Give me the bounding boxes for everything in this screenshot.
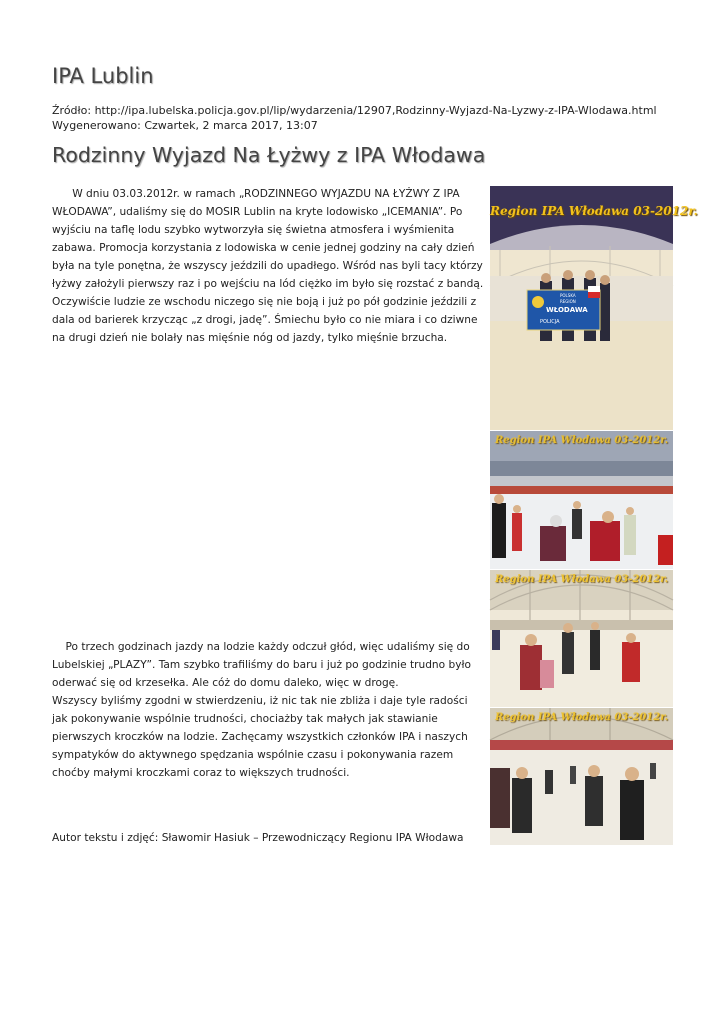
source-meta — [52, 103, 657, 133]
photo-caption: Region IPA Włodawa 03-2012r. — [494, 712, 669, 723]
banner-text-1: POLSKA — [560, 293, 576, 298]
article-title: Rodzinny Wyjazd Na Łyżwy z IPA Włodawa — [52, 143, 486, 167]
photo-skaters-1 — [490, 431, 673, 569]
photo-caption: Region IPA Włodawa 03-2012r. — [494, 435, 669, 446]
photo-skaters-3 — [490, 708, 673, 845]
article-paragraph-2: Po trzech godzinach jazdy na lodzie każdy odczuł głód, więc udaliśmy się do Lubelskiej „PLAZY”. Tam szybko trafiliśmy do baru i już po godzinie trudno było oderwać się od krzesełka. Ale cóż do domu daleko, więc w drogę. Wszyscy byliśmy zgodni w stwierdzeniu, iż nic tak nie zbliża i daje tyle radości jak pokonywanie wspólnie trudności, chociażby tak małych jak stawianie pierwszych kroczków na lodzie. Zachęcamy wszystkich członków IPA i naszych sympatyków do aktywnego spędzania wspólnie czasu i pokonywania razem choćby małymi kroczkami coraz to większych trudności. — [52, 641, 471, 779]
source-url[interactable]: Źródło: http://ipa.lubelska.policja.gov.pl/lip/wydarzenia/12907,Rodzinny-Wyjazd-Na-Lyzwy-z-IPA-Wlodawa.html — [52, 104, 657, 117]
banner-text-4: POLICJA — [540, 319, 560, 325]
banner-text-3: WŁODAWA — [546, 306, 588, 314]
site-title: IPA Lublin — [52, 64, 154, 88]
photo-caption: Region IPA Włodawa 03-2012r. — [490, 204, 698, 218]
photo-skaters-2 — [490, 570, 673, 707]
author-credit: Autor tekstu i zdjęć: Sławomir Hasiuk – Przewodniczący Regionu IPA Włodawa — [52, 832, 464, 844]
photo-caption: Region IPA Włodawa 03-2012r. — [494, 574, 669, 585]
generated-date: Wygenerowano: Czwartek, 2 marca 2017, 13:07 — [52, 119, 318, 132]
article-paragraph-1: W dniu 03.03.2012r. w ramach „RODZINNEGO WYJAZDU NA ŁYŻWY Z IPA WŁODAWA”, udaliśmy się do MOSIR Lublin na kryte lodowisko „ICEMANIA”. Po wyjściu na taflę lodu szybko wytworzyła się świetna atmosfera i wyśmienita zabawa. Promocja korzystania z lodowiska w cenie jednej godziny na cały dzień była na tyle ponętna, że wszyscy jeździli do upadłego. Wśród nas byli tacy którzy łyżwy założyli pierwszy raz i po wejściu na lód ciężko im było się rozstać z bandą. Oczywiście ludzie ze wschodu niczego się nie boją i już po pół godzinie jeździli z dala od barierek krzycząc „z drogi, jadę”. Śmiechu było co nie miara i co dziwne na drugi dzień nie bolały nas mięśnie nóg od jazdy, tylko mięśnie brzucha. — [52, 188, 484, 344]
photo-group-banner — [490, 186, 698, 430]
banner-text-2: REGION — [560, 299, 576, 304]
